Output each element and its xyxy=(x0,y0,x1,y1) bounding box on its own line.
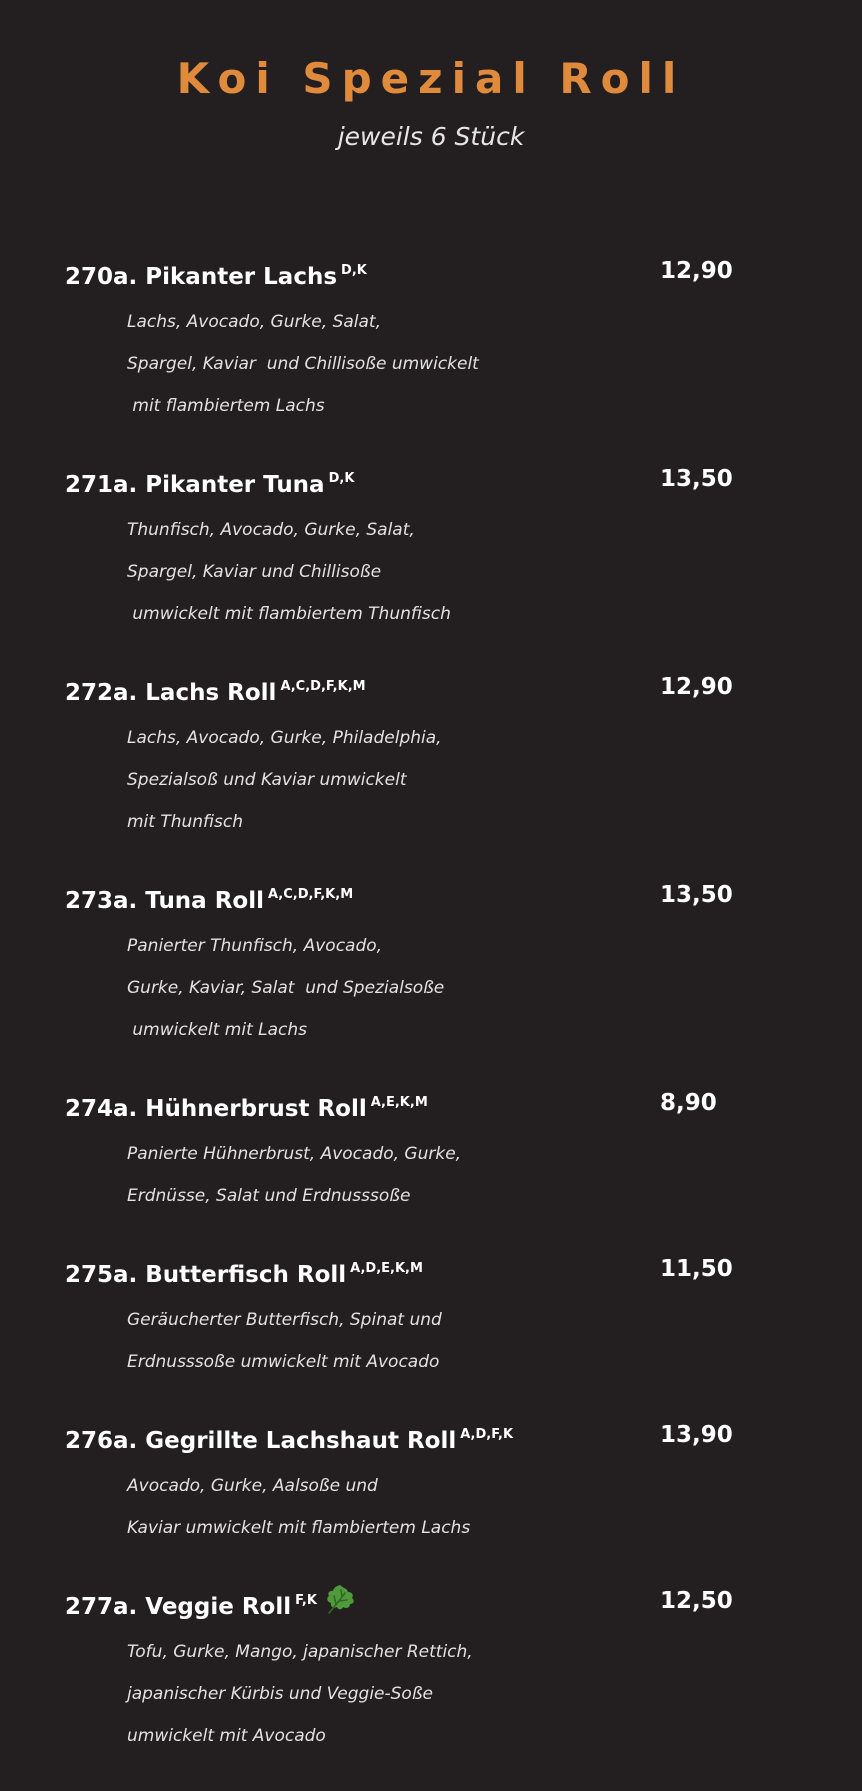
item-description xyxy=(127,925,444,1051)
item-description xyxy=(127,1465,470,1549)
item-price: 12,90 xyxy=(660,258,733,284)
description-line: Geräucherter Butterfisch, Spinat und xyxy=(127,1310,442,1330)
menu-item xyxy=(0,1417,862,1583)
menu-item xyxy=(0,669,862,877)
description-line: Avocado, Gurke, Aalsoße und xyxy=(127,1476,378,1496)
item-name: 276a. Gegrillte Lachshaut Roll xyxy=(65,1428,457,1454)
item-price: 13,50 xyxy=(660,466,733,492)
allergen-codes: A,E,K,M xyxy=(370,1095,428,1110)
item-title xyxy=(65,253,367,289)
item-title xyxy=(65,1251,423,1287)
description-line: Lachs, Avocado, Gurke, Philadelphia, xyxy=(127,728,442,748)
menu-item xyxy=(0,877,862,1085)
allergen-codes: A,D,E,K,M xyxy=(350,1261,423,1276)
description-line: Spargel, Kaviar und Chillisoße umwickelt xyxy=(127,354,479,374)
item-name: 277a. Veggie Roll xyxy=(65,1594,292,1620)
menu-item xyxy=(0,253,862,461)
description-line: Erdnusssoße umwickelt mit Avocado xyxy=(127,1352,440,1372)
item-description xyxy=(127,1133,461,1217)
menu-item xyxy=(0,461,862,669)
menu-header xyxy=(0,52,862,154)
menu-item xyxy=(0,1583,862,1791)
allergen-codes: D,K xyxy=(341,263,367,278)
allergen-codes: A,C,D,F,K,M xyxy=(280,679,366,694)
item-price: 12,90 xyxy=(660,674,733,700)
allergen-codes: A,C,D,F,K,M xyxy=(268,887,354,902)
page-title: Koi Spezial Roll xyxy=(176,54,686,103)
leaf-icon-graphic xyxy=(323,1583,357,1615)
leaf-icon xyxy=(323,1583,357,1626)
description-line: Panierter Thunfisch, Avocado, xyxy=(127,936,383,956)
item-title xyxy=(65,461,354,497)
description-line: umwickelt mit flambiertem Thunfisch xyxy=(127,604,451,624)
item-title xyxy=(65,1085,428,1121)
description-line: Panierte Hühnerbrust, Avocado, Gurke, xyxy=(127,1144,462,1164)
item-description xyxy=(127,301,479,427)
menu-list xyxy=(0,253,862,1791)
allergen-codes: A,D,F,K xyxy=(460,1427,514,1442)
allergen-codes: F,K xyxy=(295,1593,317,1608)
description-line: umwickelt mit Avocado xyxy=(127,1726,326,1746)
description-line: Spargel, Kaviar und Chillisoße xyxy=(127,562,382,582)
item-price: 11,50 xyxy=(660,1256,733,1282)
item-title xyxy=(65,877,353,913)
item-name: 272a. Lachs Roll xyxy=(65,680,277,706)
item-name: 273a. Tuna Roll xyxy=(65,888,264,914)
allergen-codes: D,K xyxy=(328,471,355,486)
page-subtitle: jeweils 6 Stück xyxy=(337,122,525,151)
description-line: Gurke, Kaviar, Salat und Spezialsoße xyxy=(127,978,445,998)
item-name: 274a. Hühnerbrust Roll xyxy=(65,1096,367,1122)
menu-item xyxy=(0,1251,862,1417)
item-description xyxy=(127,717,442,843)
description-line: Thunfisch, Avocado, Gurke, Salat, xyxy=(127,520,415,540)
description-line: mit flambiertem Lachs xyxy=(127,396,325,416)
description-line: japanischer Kürbis und Veggie-Soße xyxy=(127,1684,433,1704)
description-line: Spezialsoß und Kaviar umwickelt xyxy=(127,770,407,790)
description-line: Kaviar umwickelt mit flambiertem Lachs xyxy=(127,1518,471,1538)
description-line: Tofu, Gurke, Mango, japanischer Rettich, xyxy=(127,1642,473,1662)
item-description xyxy=(127,1299,442,1383)
item-title xyxy=(65,1417,513,1453)
item-title xyxy=(65,1583,357,1619)
item-price: 8,90 xyxy=(660,1090,717,1116)
description-line: Erdnüsse, Salat und Erdnusssoße xyxy=(127,1186,411,1206)
description-line: mit Thunfisch xyxy=(127,812,244,832)
item-price: 13,50 xyxy=(660,882,733,908)
item-price: 13,90 xyxy=(660,1422,733,1448)
menu-item xyxy=(0,1085,862,1251)
item-description xyxy=(127,1631,473,1757)
item-name: 275a. Butterfisch Roll xyxy=(65,1262,347,1288)
item-title xyxy=(65,669,366,705)
item-price: 12,50 xyxy=(660,1588,733,1614)
item-name: 271a. Pikanter Tuna xyxy=(65,472,325,498)
item-name: 270a. Pikanter Lachs xyxy=(65,264,338,290)
item-description xyxy=(127,509,451,635)
description-line: Lachs, Avocado, Gurke, Salat, xyxy=(127,312,381,332)
description-line: umwickelt mit Lachs xyxy=(127,1020,308,1040)
